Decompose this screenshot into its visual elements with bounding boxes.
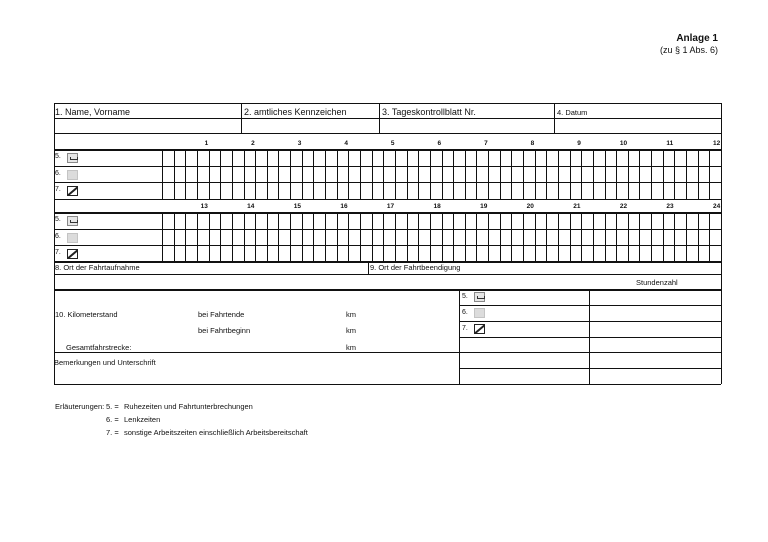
legend-text-7: sonstige Arbeitszeiten einschließlich Arbeitsbereitschaft	[124, 428, 308, 437]
legend-text-6: Lenkzeiten	[124, 415, 161, 424]
am-grid-cell-line	[511, 149, 512, 199]
pm-hour-label: 20	[526, 203, 534, 210]
pm-grid-top	[54, 212, 721, 214]
pm-grid-cell-line	[535, 212, 536, 262]
pm-grid-cell-line	[395, 212, 396, 262]
end-location-label: 9. Ort der Fahrtbeendigung	[370, 263, 461, 272]
am-hour-label: 5	[390, 140, 395, 147]
am-hour-label: 9	[577, 140, 581, 147]
pm-grid-cell-line	[267, 212, 268, 262]
rule-line	[368, 261, 369, 274]
am-grid-cell-line	[255, 149, 256, 199]
form-top-border	[54, 103, 721, 104]
hours-total-row-line	[459, 337, 721, 338]
am-hour-label: 1	[204, 140, 209, 147]
bed-icon	[67, 216, 78, 226]
annex-title: Anlage 1	[676, 33, 718, 44]
hours-total-row-label: 5.	[462, 293, 468, 300]
am-grid-cell-line	[686, 149, 687, 199]
hours-total-row-line	[459, 305, 721, 306]
total-distance-unit: km	[346, 343, 356, 352]
date-field[interactable]	[555, 119, 721, 133]
am-hour-label: 11	[666, 140, 674, 147]
pm-hour-label: 15	[293, 203, 301, 210]
pm-grid-cell-line	[313, 212, 314, 262]
mileage-begin-label: bei Fahrtbeginn	[198, 326, 251, 335]
pm-grid-cell-line	[220, 212, 221, 262]
pm-grid-cell-line	[290, 212, 291, 262]
pm-hour-label: 16	[340, 203, 348, 210]
am-grid-cell-line	[663, 149, 664, 199]
am-grid-cell-line	[162, 149, 163, 199]
pm-grid-cell-line	[709, 212, 710, 262]
remarks-top-line	[54, 352, 459, 353]
am-grid-cell-line	[220, 149, 221, 199]
am-row-line	[54, 166, 721, 167]
pm-grid-cell-line	[430, 212, 431, 262]
work-hammer-icon	[474, 324, 485, 334]
am-row-label: 5.	[55, 153, 61, 160]
am-grid-cell-line	[721, 149, 722, 199]
am-row-label: 7.	[55, 186, 61, 193]
pm-grid-cell-line	[232, 212, 233, 262]
am-grid-cell-line	[674, 149, 675, 199]
plate-field[interactable]	[242, 119, 379, 133]
mileage-begin-unit: km	[346, 326, 356, 335]
am-grid-cell-line	[232, 149, 233, 199]
am-grid-cell-line	[337, 149, 338, 199]
am-grid-cell-line	[430, 149, 431, 199]
pm-hour-label: 22	[619, 203, 628, 210]
am-hour-label: 6	[437, 140, 442, 147]
pm-grid-cell-line	[558, 212, 559, 262]
rule-line	[379, 103, 380, 133]
am-grid-cell-line	[174, 149, 175, 199]
am-grid-cell-line	[523, 149, 524, 199]
pm-row-label: 5.	[55, 216, 61, 223]
pm-grid-cell-line	[570, 212, 571, 262]
hours-total-row-line	[459, 368, 721, 369]
pm-grid-cell-line	[185, 212, 186, 262]
pm-grid-cell-line	[523, 212, 524, 262]
legend-title: Erläuterungen:	[55, 402, 105, 411]
pm-row-label: 6.	[55, 232, 61, 240]
am-grid-cell-line	[593, 149, 594, 199]
am-grid-cell-line	[302, 149, 303, 199]
pm-hour-label: 23	[666, 203, 674, 210]
pm-grid-cell-line	[174, 212, 175, 262]
remarks-field[interactable]	[54, 369, 458, 384]
am-grid-cell-line	[267, 149, 268, 199]
am-grid-cell-line	[442, 149, 443, 199]
am-row-line	[54, 182, 721, 183]
pm-row-line	[54, 229, 721, 230]
am-grid-top	[54, 149, 721, 151]
am-hour-label: 8	[530, 140, 535, 147]
am-grid-cell-line	[488, 149, 489, 199]
pm-hour-label: 18	[433, 203, 441, 210]
pm-grid-cell-line	[453, 212, 454, 262]
hours-total-row-label: 6.	[462, 309, 468, 316]
rule-line	[241, 103, 242, 133]
am-hour-label: 4	[344, 140, 348, 147]
hours-total-label: Stundenzahl	[636, 278, 678, 287]
pm-grid-cell-line	[302, 212, 303, 262]
am-hour-label: 10	[619, 140, 628, 147]
pm-grid-cell-line	[616, 212, 617, 262]
form-bottom-border	[54, 384, 721, 385]
am-grid-cell-line	[313, 149, 314, 199]
am-grid-cell-line	[546, 149, 547, 199]
am-row-label: 6.	[55, 169, 61, 177]
pm-grid-cell-line	[546, 212, 547, 262]
legend-text-5: Ruhezeiten und Fahrtunterbrechungen	[124, 402, 253, 411]
am-grid-cell-line	[558, 149, 559, 199]
work-hammer-icon	[67, 186, 78, 196]
am-grid-cell-line	[395, 149, 396, 199]
work-hammer-icon	[67, 249, 78, 259]
mileage-end-label: bei Fahrtende	[198, 310, 245, 319]
pm-grid-cell-line	[244, 212, 245, 262]
am-grid-cell-line	[581, 149, 582, 199]
pm-grid-cell-line	[383, 212, 384, 262]
pm-grid-cell-line	[686, 212, 687, 262]
am-grid-cell-line	[639, 149, 640, 199]
pm-hour-label: 14	[247, 203, 255, 210]
pm-grid-cell-line	[372, 212, 373, 262]
am-grid-cell-line	[465, 149, 466, 199]
bed-icon	[474, 292, 485, 302]
pm-grid-cell-line	[255, 212, 256, 262]
date-field-label: 4. Datum	[557, 108, 588, 117]
am-row-line	[54, 199, 721, 200]
am-grid-cell-line	[616, 149, 617, 199]
pm-grid-cell-line	[628, 212, 629, 262]
pm-grid-cell-line	[500, 212, 501, 262]
hours-total-row-line	[459, 352, 721, 353]
pm-grid-cell-line	[162, 212, 163, 262]
am-grid-cell-line	[290, 149, 291, 199]
pm-grid-cell-line	[465, 212, 466, 262]
pm-grid-cell-line	[325, 212, 326, 262]
pm-grid-cell-line	[348, 212, 349, 262]
am-grid-cell-line	[418, 149, 419, 199]
pm-grid-cell-line	[418, 212, 419, 262]
pm-grid-cell-line	[721, 212, 722, 262]
rule-line	[54, 261, 721, 262]
am-grid-cell-line	[209, 149, 210, 199]
pm-grid-cell-line	[476, 212, 477, 262]
am-grid-cell-line	[698, 149, 699, 199]
pm-hour-label: 24	[713, 203, 721, 210]
name-field[interactable]	[54, 119, 241, 133]
am-grid-cell-line	[453, 149, 454, 199]
am-grid-cell-line	[372, 149, 373, 199]
remarks-label: Bemerkungen und Unterschrift	[54, 358, 156, 367]
pm-grid-cell-line	[581, 212, 582, 262]
am-grid-cell-line	[325, 149, 326, 199]
pm-row-label: 7.	[55, 249, 61, 256]
pm-grid-cell-line	[197, 212, 198, 262]
pm-grid-cell-line	[605, 212, 606, 262]
legend-num-7: 7. =	[106, 428, 119, 437]
form-left-border	[54, 103, 55, 384]
pm-hour-label: 19	[480, 203, 488, 210]
start-location-label: 8. Ort der Fahrtaufnahme	[55, 263, 140, 272]
pm-grid-cell-line	[407, 212, 408, 262]
steering-wheel-icon	[474, 308, 485, 318]
pm-grid-cell-line	[651, 212, 652, 262]
sheet-field-label: 3. Tageskontrollblatt Nr.	[382, 107, 476, 117]
hours-total-row-line	[459, 321, 721, 322]
rule-line	[54, 290, 721, 291]
bed-icon	[67, 153, 78, 163]
am-hour-label: 3	[297, 140, 302, 147]
am-grid-cell-line	[500, 149, 501, 199]
pm-grid-cell-line	[442, 212, 443, 262]
am-hour-label: 2	[251, 140, 255, 147]
pm-grid-cell-line	[674, 212, 675, 262]
rule-line	[554, 103, 555, 133]
rule-line	[54, 133, 721, 134]
pm-grid-cell-line	[360, 212, 361, 262]
am-grid-cell-line	[197, 149, 198, 199]
am-grid-cell-line	[383, 149, 384, 199]
rule-line	[54, 118, 721, 119]
am-grid-cell-line	[185, 149, 186, 199]
am-grid-cell-line	[348, 149, 349, 199]
plate-field-label: 2. amtliches Kennzeichen	[244, 107, 347, 117]
legend-num-6: 6. =	[106, 415, 119, 424]
am-hour-label: 12	[713, 140, 721, 147]
am-grid-cell-line	[535, 149, 536, 199]
am-grid-cell-line	[244, 149, 245, 199]
am-grid-cell-line	[651, 149, 652, 199]
mileage-label: 10. Kilometerstand	[55, 310, 118, 319]
pm-grid-cell-line	[278, 212, 279, 262]
steering-wheel-icon	[67, 170, 78, 180]
sheet-field[interactable]	[380, 119, 554, 133]
pm-grid-cell-line	[488, 212, 489, 262]
pm-grid-cell-line	[337, 212, 338, 262]
am-grid-cell-line	[407, 149, 408, 199]
am-hour-label: 7	[484, 140, 488, 147]
pm-grid-cell-line	[593, 212, 594, 262]
name-field-label: 1. Name, Vorname	[55, 107, 131, 117]
am-grid-cell-line	[570, 149, 571, 199]
legend-num-5: 5. =	[106, 402, 119, 411]
steering-wheel-icon	[67, 233, 78, 243]
am-grid-cell-line	[278, 149, 279, 199]
am-grid-cell-line	[605, 149, 606, 199]
pm-grid-cell-line	[511, 212, 512, 262]
start-location-field[interactable]	[54, 274, 368, 288]
total-distance-label: Gesamtfahrstrecke:	[66, 343, 132, 352]
pm-grid-cell-line	[698, 212, 699, 262]
rule-line	[54, 274, 721, 275]
am-grid-cell-line	[476, 149, 477, 199]
pm-hour-label: 13	[200, 203, 208, 210]
hours-total-row-label: 7.	[462, 325, 468, 332]
pm-row-line	[54, 245, 721, 246]
am-grid-cell-line	[709, 149, 710, 199]
pm-grid-cell-line	[639, 212, 640, 262]
am-grid-cell-line	[628, 149, 629, 199]
pm-hour-label: 17	[386, 203, 395, 210]
pm-hour-label: 21	[573, 203, 581, 210]
annex-subtitle: (zu § 1 Abs. 6)	[659, 45, 718, 55]
pm-grid-cell-line	[663, 212, 664, 262]
mileage-end-unit: km	[346, 310, 356, 319]
pm-grid-cell-line	[209, 212, 210, 262]
am-grid-cell-line	[360, 149, 361, 199]
